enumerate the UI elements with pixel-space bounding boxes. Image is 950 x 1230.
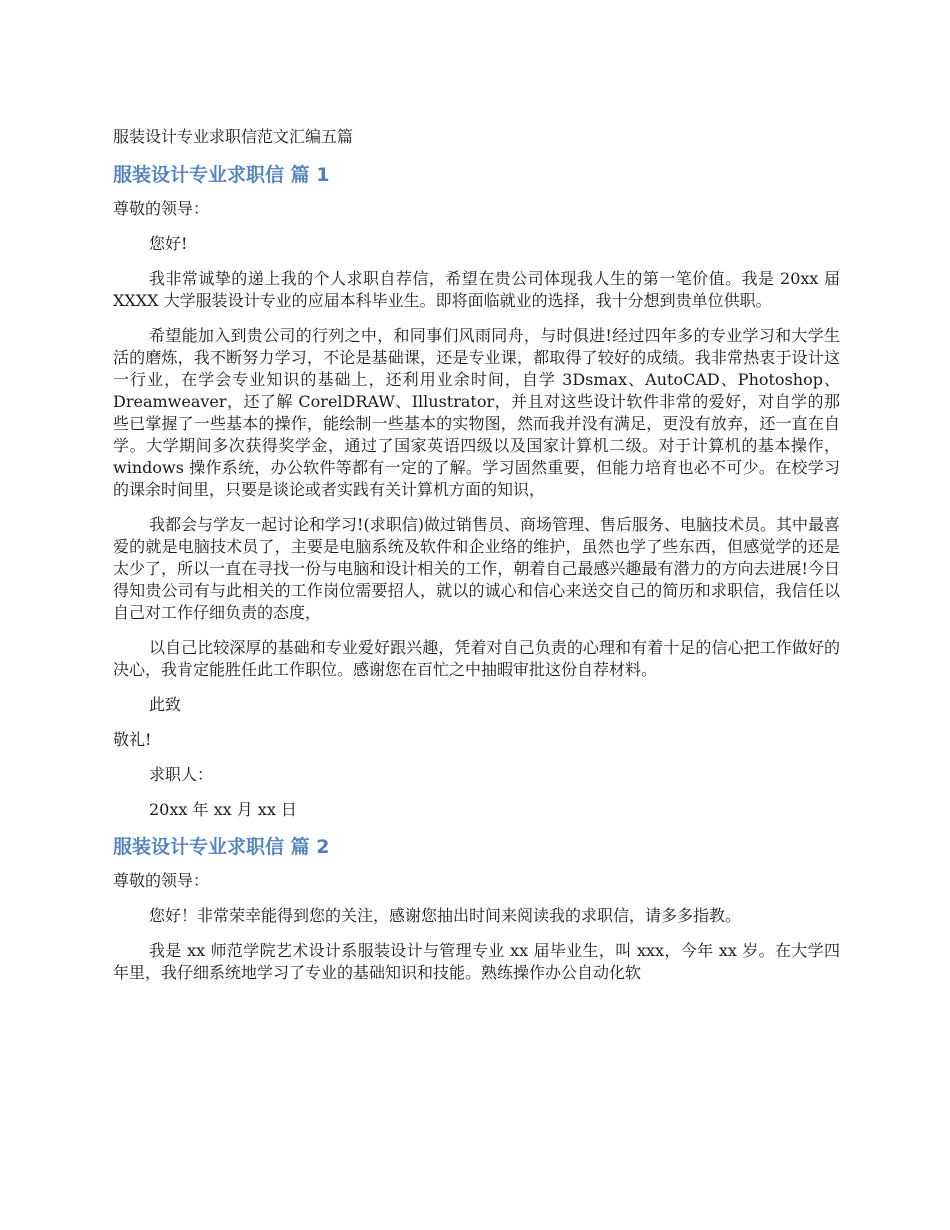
salutation: 尊敬的领导： (113, 199, 210, 218)
section-1 (113, 162, 840, 821)
document-title: 服装设计专业求职信范文汇编五篇 (113, 127, 354, 146)
greeting: 您好！非常荣幸能得到您的关注，感谢您抽出时间来阅读我的求职信，请多多指教。 (149, 906, 742, 925)
section-2 (113, 834, 840, 984)
section-heading: 服装设计专业求职信 篇 1 (113, 164, 330, 186)
body-paragraph: 我是 xx 师范学院艺术设计系服装设计与管理专业 xx 届毕业生，叫 xxx，今年 xx 岁。在大学四年里，我仔细系统地学习了专业的基础知识和技能。熟练操作办公自动化软 (113, 941, 840, 982)
closing-line: 此致 (149, 695, 182, 714)
body-paragraph: 我都会与学友一起讨论和学习!(求职信)做过销售员、商场管理、售后服务、电脑技术员。其中最喜爱的就是电脑技术员了，主要是电脑系统及软件和企业络的维护，虽然也学了些东西，但感觉学的还是太少了，所以一直在寻找一份与电脑和设计相关的工作，朝着自己最感兴趣最有潜力的方向去进展!今日得知贵公司有与此相关的工作岗位需要招人，就以的诚心和信心来送交自己的简历和求职信，我信任以自己对工作仔细负责的态度， (113, 515, 840, 622)
greeting: 您好! (149, 234, 188, 253)
signature-label: 求职人： (149, 765, 214, 784)
section-heading: 服装设计专业求职信 篇 2 (113, 836, 330, 858)
document-page (113, 126, 840, 997)
body-paragraph: 以自己比较深厚的基础和专业爱好跟兴趣，凭着对自己负责的心理和有着十足的信心把工作做好的决心，我肯定能胜任此工作职位。感谢您在百忙之中抽暇审批这份自荐材料。 (113, 638, 840, 679)
closing-salute: 敬礼! (113, 730, 152, 749)
body-paragraph: 希望能加入到贵公司的行列之中，和同事们风雨同舟，与时俱进!经过四年多的专业学习和大学生活的磨炼，我不断努力学习，不论是基础课，还是专业课，都取得了较好的成绩。我非常热衷于设计这一行业，在学会专业知识的基础上，还利用业余时间，自学 3Dsmax、AutoCAD、Photoshop、Dreamweaver，还了解 CorelDRAW、Illustrator，并且对这些设计软件非常的爱好，对自学的那些已掌握了一些基本的操作，能绘制一些基本的实物图，然而我并没有满足，更没有放弃，还一直在自学。大学期间多次获得奖学金，通过了国家英语四级以及国家计算机二级。对于计算机的基本操作，windows 操作系统，办公软件等都有一定的了解。学习固然重要，但能力培育也必不可少。在校学习的课余时间里，只要是谈论或者实践有关计算机方面的知识， (113, 326, 840, 499)
body-paragraph: 我非常诚挚的递上我的个人求职自荐信，希望在贵公司体现我人生的第一笔价值。我是 20xx 届 XXXX 大学服装设计专业的应届本科毕业生。即将面临就业的选择，我十分想到贵单位供职。 (113, 269, 840, 310)
date-line: 20xx 年 xx 月 xx 日 (149, 800, 297, 819)
salutation: 尊敬的领导： (113, 871, 210, 890)
